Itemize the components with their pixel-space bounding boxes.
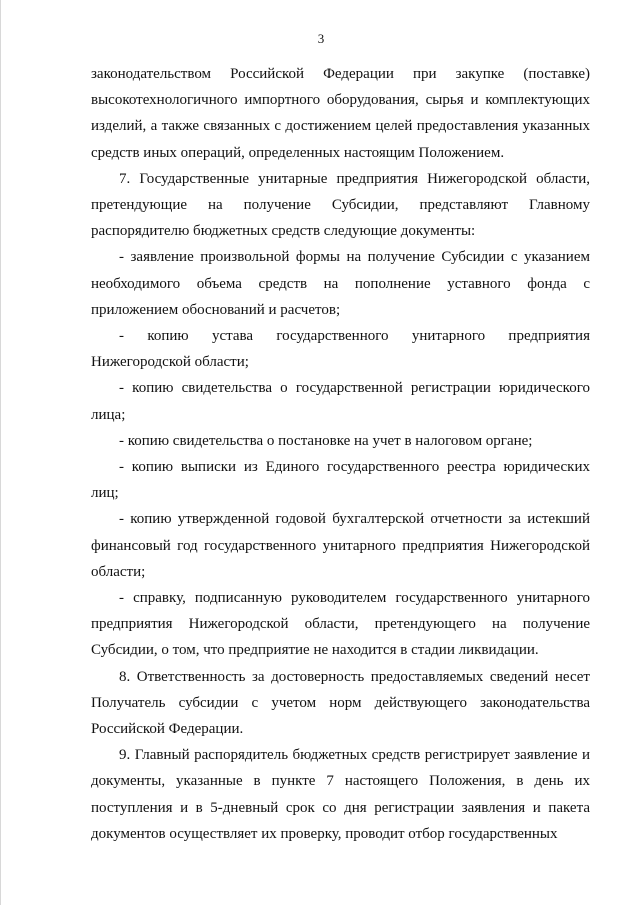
list-item-charter-copy: - копию устава государственного унитарного предприятия Нижегородской области; [91,328,590,371]
document-body [91,61,590,847]
list-item-tax-certificate: - копию свидетельства о постановке на учет в налоговом органе; [119,432,533,449]
list-item-registry-extract: - копию выписки из Единого государственного реестра юридических лиц; [91,459,590,502]
list-item-financial-statements: - копию утвержденной годовой бухгалтерской отчетности за истекший финансовый год государственного унитарного предприятия Нижегородской области; [91,511,590,580]
list-item-liquidation-statement: - справку, подписанную руководителем государственного унитарного предприятия Нижегородской области, претендующего на получение Субсидии, о том, что предприятие не находится в стадии ликвидации. [91,590,590,659]
paragraph-item-7: 7. Государственные унитарные предприятия Нижегородской области, претендующие на получение Субсидии, представляют Главному распорядителю бюджетных средств следующие документы: [91,170,590,240]
page-number: 3 [317,31,325,46]
list-item-application: - заявление произвольной формы на получение Субсидии с указанием необходимого объема средств на пополнение уставного фонда с приложением обоснований и расчетов; [91,249,590,318]
paragraph-item-9: 9. Главный распорядитель бюджетных средств регистрирует заявление и документы, указанные в пункте 7 настоящего Положения, в день их поступления и в 5-дневный срок со дня регистрации заявления и пакета документов осуществляет их проверку, проводит отбор государственных [91,747,590,842]
paragraph-continuation: законодательством Российской Федерации при закупке (поставке) высокотехнологичного импортного оборудования, сырья и комплектующих изделий, а также связанных с достижением целей предоставления указанных средств иных операций, определенных настоящим Положением. [91,66,590,161]
list-item-registration-certificate: - копию свидетельства о государственной регистрации юридического лица; [91,380,590,423]
paragraph-item-8: 8. Ответственность за достоверность предоставляемых сведений несет Получатель субсидии с учетом норм действующего законодательства Российской Федерации. [91,668,590,738]
